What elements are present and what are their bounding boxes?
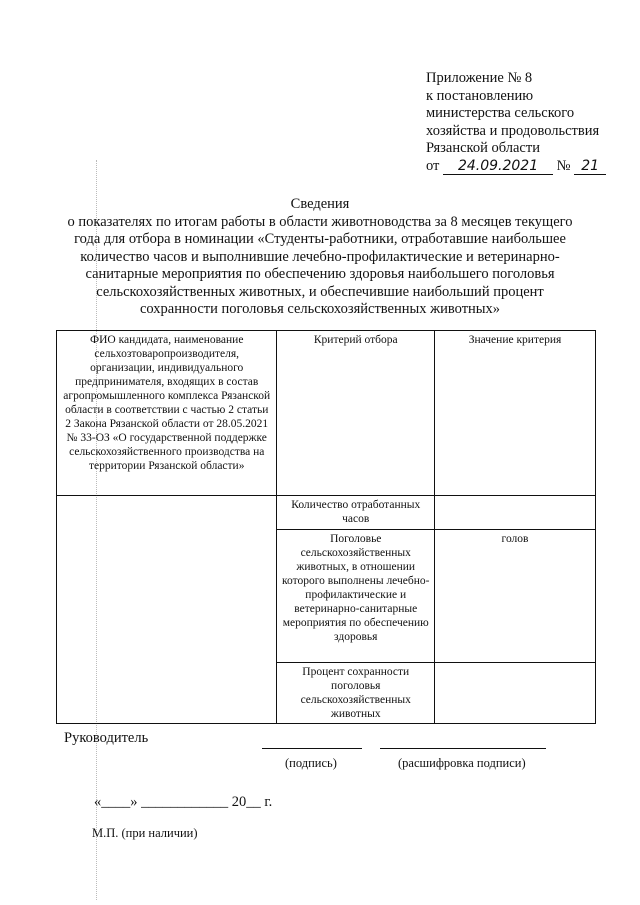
signature-line — [262, 748, 362, 749]
appendix-line-1: Приложение № 8 — [426, 70, 533, 86]
from-label: от — [426, 157, 440, 174]
value-cell — [435, 663, 596, 724]
criterion-cell: Процент сохранности поголовья сельскохозяйственных животных — [277, 663, 435, 724]
appendix-date-line — [426, 158, 606, 176]
handwritten-number: 21 — [574, 159, 606, 175]
decode-caption: (расшифровка подписи) — [398, 756, 526, 770]
document-subtitle: о показателях по итогам работы в области животноводства за 8 месяцев текущего года для отбора в номинации «Студенты-работники, отработавшие наибольшее количество часов и выполнившие лечебно-профилактические и ветеринарно-санитарные мероприятия по обеспечению здоровья наибольшего поголовья сельскохозяйственных животных, и обеспечившие наибольший процент сохранности поголовья сельскохозяйственных животных» — [67, 213, 573, 317]
document-heading: Сведения — [290, 196, 350, 212]
number-label: № — [556, 157, 571, 174]
appendix-line-2: к постановлению — [426, 87, 534, 104]
appendix-line-4: хозяйства и продовольствия — [426, 122, 600, 139]
head-label: Руководитель — [64, 730, 149, 746]
sign-caption: (подпись) — [285, 756, 337, 770]
table-header-row — [57, 331, 596, 496]
header-criterion: Критерий отбора — [277, 331, 435, 496]
document-title-block — [60, 196, 580, 319]
header-value: Значение критерия — [435, 331, 596, 496]
handwritten-date: 24.09.2021 — [443, 159, 553, 175]
decode-line — [380, 748, 546, 749]
stamp-note: М.П. (при наличии) — [92, 826, 198, 840]
table-row — [57, 496, 596, 530]
date-line: «____» ____________ 20__ г. — [94, 794, 273, 810]
criteria-table — [56, 330, 596, 724]
criterion-cell: Поголовье сельскохозяйственных животных, в отношении которого выполнены лечебно-профилактические и ветеринарно-санитарные мероприятия по обеспечению здоровья — [277, 530, 435, 663]
value-cell: голов — [435, 530, 596, 663]
criterion-cell: Количество отработанных часов — [277, 496, 435, 530]
appendix-line-5: Рязанской области — [426, 140, 540, 156]
header-fio: ФИО кандидата, наименование сельхозтоваропроизводителя, организации, индивидуального предпринимателя, входящих в состав агропромышленного комплекса Рязанской области в соответствии с частью 2 статьи 2 Закона Рязанской области от 28.05.2021 № 33-ОЗ «О государственной поддержке сельскохозяйственного производства на территории Рязанской области» — [57, 331, 277, 496]
appendix-block — [426, 70, 606, 175]
candidate-cell — [57, 496, 277, 724]
value-cell — [435, 496, 596, 530]
appendix-line-3: министерства сельского — [426, 105, 575, 121]
